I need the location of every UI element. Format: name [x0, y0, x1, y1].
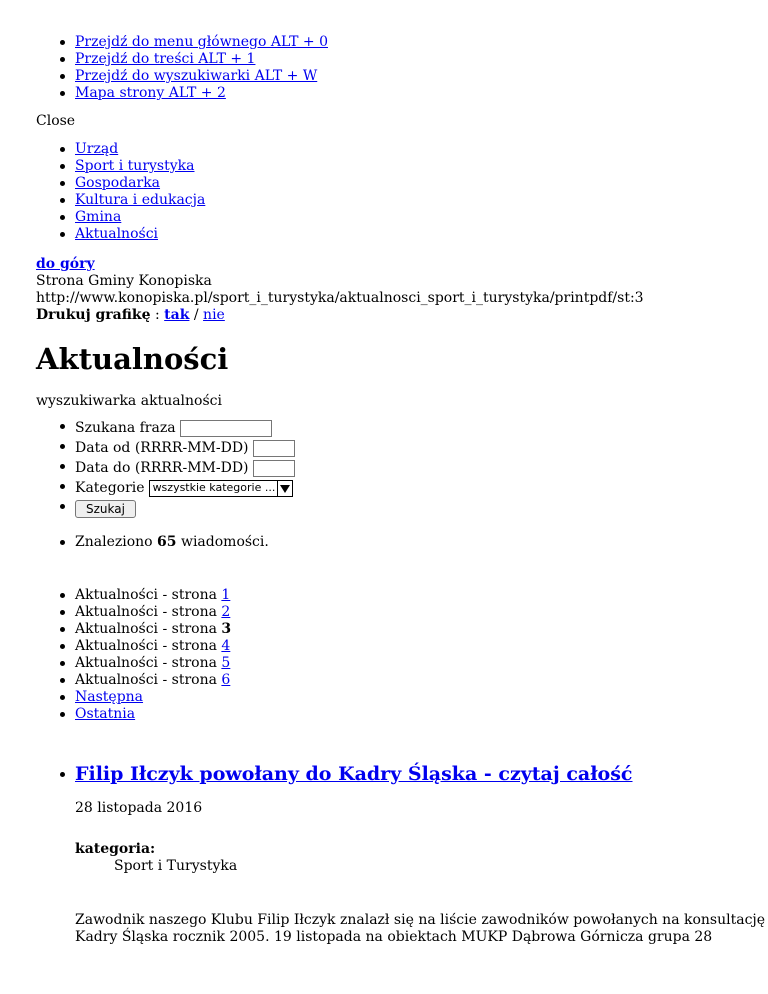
main-menu [0, 141, 768, 243]
current-page: 3 [221, 621, 232, 637]
results-prefix: Znaleziono [75, 534, 158, 550]
category-label: Kategorie [75, 480, 145, 496]
category-row [0, 478, 768, 498]
results-suffix: wiadomości. [176, 534, 269, 550]
page-link-2[interactable]: 2 [221, 604, 231, 620]
skip-link-item [0, 51, 768, 68]
search-form [0, 418, 768, 520]
pagination-item [0, 621, 768, 638]
search-button[interactable]: Szukaj [75, 500, 136, 518]
main-menu-item [0, 158, 768, 175]
main-menu-item [0, 192, 768, 209]
category-select[interactable] [149, 480, 294, 497]
skip-to-menu-link[interactable]: Przejdź do menu głównego ALT + 0 [75, 34, 328, 50]
results-count: 65 [157, 534, 177, 550]
date-from-label: Data od (RRRR-MM-DD) [75, 440, 249, 456]
category-select-value: wszystkie kategorie ... [152, 481, 276, 494]
search-phrase-input[interactable] [180, 420, 272, 437]
pagination-item [0, 638, 768, 655]
sitemap-link[interactable]: Mapa strony ALT + 2 [75, 85, 226, 101]
article-category-value: Sport i Turystyka [114, 858, 238, 874]
pagination-prefix: Aktualności - strona [75, 587, 222, 603]
pagination-item [0, 655, 768, 672]
print-graphics-separator: : [150, 307, 165, 323]
date-to-input[interactable] [253, 460, 295, 477]
main-menu-item [0, 141, 768, 158]
results-list [0, 534, 768, 551]
menu-link-urzad[interactable]: Urząd [75, 141, 119, 157]
back-to-top-row [0, 256, 768, 273]
menu-link-kultura[interactable]: Kultura i edukacja [75, 192, 206, 208]
skip-links-list [0, 34, 768, 102]
article-list [0, 763, 768, 785]
print-graphics-no-link[interactable]: nie [203, 307, 225, 323]
search-phrase-row [0, 418, 768, 438]
skip-to-search-link[interactable]: Przejdź do wyszukiwarki ALT + W [75, 68, 318, 84]
article-category-label: kategoria: [75, 841, 156, 857]
pagination-prefix: Aktualności - strona [75, 655, 222, 671]
pagination-prefix: Aktualności - strona [75, 672, 222, 688]
pagination [0, 587, 768, 723]
next-page-link[interactable]: Następna [75, 689, 144, 705]
article-title-link[interactable]: Filip Iłczyk powołany do Kadry Śląska - czytaj całość [75, 763, 633, 785]
search-heading: wyszukiwarka aktualności [36, 393, 222, 409]
main-menu-item [0, 175, 768, 192]
last-page-link[interactable]: Ostatnia [75, 706, 136, 722]
main-menu-item [0, 226, 768, 243]
site-name: Strona Gminy Konopiska [36, 273, 212, 289]
pagination-item [0, 604, 768, 621]
results-count-item [0, 534, 768, 551]
page-link-4[interactable]: 4 [221, 638, 231, 654]
pagination-prefix: Aktualności - strona [75, 604, 222, 620]
skip-link-item [0, 68, 768, 85]
close-button[interactable]: Close [36, 113, 76, 129]
menu-link-gmina[interactable]: Gmina [75, 209, 122, 225]
article-item [0, 763, 768, 785]
print-url: http://www.konopiska.pl/sport_i_turystyka/aktualnosci_sport_i_turystyka/printpdf/st:3 [36, 290, 644, 306]
page-link-1[interactable]: 1 [221, 587, 231, 603]
menu-link-gospodarka[interactable]: Gospodarka [75, 175, 161, 191]
date-to-row [0, 458, 768, 478]
pagination-item [0, 672, 768, 689]
skip-link-item [0, 85, 768, 102]
date-from-row [0, 438, 768, 458]
pagination-prefix: Aktualności - strona [75, 621, 222, 637]
pagination-item [0, 587, 768, 604]
page-title: Aktualności [36, 342, 229, 376]
page-link-6[interactable]: 6 [221, 672, 231, 688]
print-graphics-row [0, 307, 768, 324]
menu-link-sport[interactable]: Sport i turystyka [75, 158, 195, 174]
skip-to-content-link[interactable]: Przejdź do treści ALT + 1 [75, 51, 256, 67]
pagination-item [0, 689, 768, 706]
print-graphics-yes-link[interactable]: tak [164, 307, 190, 323]
article-date: 28 listopada 2016 [75, 800, 203, 816]
date-to-label: Data do (RRRR-MM-DD) [75, 460, 249, 476]
print-graphics-slash: / [189, 307, 204, 323]
page-link-5[interactable]: 5 [221, 655, 231, 671]
menu-link-aktualnosci[interactable]: Aktualności [75, 226, 159, 242]
print-graphics-label: Drukuj grafikę [36, 307, 151, 323]
chevron-down-icon [277, 481, 292, 496]
pagination-prefix: Aktualności - strona [75, 638, 222, 654]
main-menu-item [0, 209, 768, 226]
skip-link-item [0, 34, 768, 51]
back-to-top-link[interactable]: do góry [36, 256, 95, 272]
pagination-item [0, 706, 768, 723]
article-excerpt-line-1: Zawodnik naszego Klubu Filip Iłczyk znalazł się na liście zawodników powołanych na konsultację [75, 912, 766, 928]
search-phrase-label: Szukana fraza [75, 420, 176, 436]
article-excerpt-line-2: Kadry Śląska rocznik 2005. 19 listopada na obiektach MUKP Dąbrowa Górnicza grupa 28 [75, 929, 713, 945]
search-submit-row [0, 498, 768, 520]
date-from-input[interactable] [253, 440, 295, 457]
